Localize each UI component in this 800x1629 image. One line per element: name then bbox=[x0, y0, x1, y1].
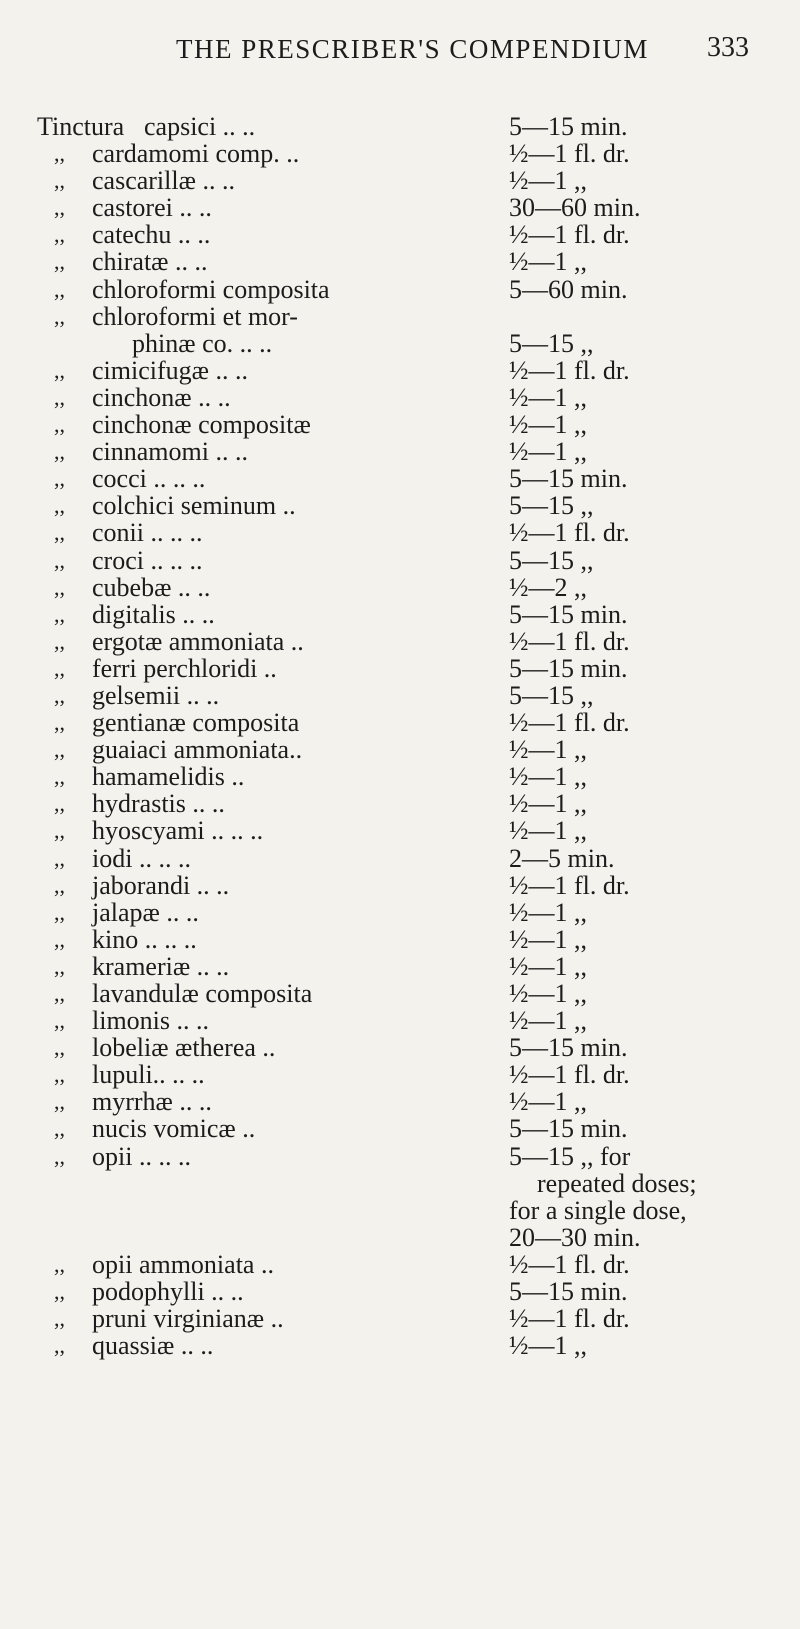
preparation-name: catechu .. .. bbox=[92, 220, 211, 250]
table-row bbox=[0, 682, 800, 709]
preparation-name: cinchonæ compositæ bbox=[92, 410, 311, 440]
preparation-name: lobeliæ ætherea .. bbox=[92, 1033, 276, 1063]
table-row bbox=[0, 1332, 800, 1359]
preparation-name: castorei .. .. bbox=[92, 193, 212, 223]
table-row bbox=[0, 492, 800, 519]
table-row bbox=[0, 628, 800, 655]
ditto-mark: ,, bbox=[54, 249, 65, 275]
dose-note-row bbox=[0, 1170, 800, 1197]
dose-value: ½—1 ,, bbox=[509, 247, 587, 277]
dose-note-row bbox=[0, 1197, 800, 1224]
ditto-mark: ,, bbox=[54, 1333, 65, 1359]
ditto-mark: ,, bbox=[54, 1116, 65, 1142]
dose-value: ½—1 ,, bbox=[509, 735, 587, 765]
dose-value: ½—1 ,, bbox=[509, 1087, 587, 1117]
dose-value: ½—1 ,, bbox=[509, 789, 587, 819]
ditto-mark: ,, bbox=[54, 818, 65, 844]
dose-value: ½—1 ,, bbox=[509, 897, 587, 927]
ditto-mark: ,, bbox=[54, 1062, 65, 1088]
table-row bbox=[0, 140, 800, 167]
table-row bbox=[0, 1034, 800, 1061]
preparation-name: gelsemii .. .. bbox=[92, 680, 220, 710]
ditto-mark: ,, bbox=[54, 466, 65, 492]
ditto-mark: ,, bbox=[54, 384, 65, 410]
table-row bbox=[0, 357, 800, 384]
ditto-mark: ,, bbox=[54, 1279, 65, 1305]
ditto-mark: ,, bbox=[54, 439, 65, 465]
preparation-name: guaiaci ammoniata.. bbox=[92, 735, 303, 765]
table-row bbox=[0, 411, 800, 438]
preparation-name: cubebæ .. .. bbox=[92, 572, 211, 602]
ditto-mark: ,, bbox=[54, 791, 65, 817]
ditto-mark: ,, bbox=[54, 682, 65, 708]
preparation-name: cinnamomi .. .. bbox=[92, 437, 248, 467]
dose-value: ½—1 fl. dr. bbox=[509, 518, 630, 548]
table-row bbox=[0, 276, 800, 303]
ditto-mark: ,, bbox=[54, 574, 65, 600]
dose-value: ½—1 fl. dr. bbox=[509, 139, 630, 169]
dose-value: ½—1 ,, bbox=[509, 924, 587, 954]
table-row bbox=[0, 980, 800, 1007]
table-row bbox=[0, 438, 800, 465]
table-row bbox=[0, 547, 800, 574]
table-row bbox=[0, 736, 800, 763]
ditto-mark: ,, bbox=[54, 655, 65, 681]
dose-value: 5—15 ,, for bbox=[509, 1141, 631, 1171]
dose-value: 30—60 min. bbox=[509, 193, 641, 223]
dose-value: 5—15 min. bbox=[509, 112, 628, 141]
preparation-name: jaborandi .. .. bbox=[92, 870, 230, 900]
table-row bbox=[0, 817, 800, 844]
table-row bbox=[0, 926, 800, 953]
dose-value: 5—15 min. bbox=[509, 1033, 628, 1063]
preparation-name: hyoscyami .. .. .. bbox=[92, 816, 264, 846]
preparation-name: hamamelidis .. bbox=[92, 762, 245, 792]
ditto-mark: ,, bbox=[54, 141, 65, 167]
preparation-name: ergotæ ammoniata .. bbox=[92, 626, 304, 656]
dose-value: ½—1 ,, bbox=[509, 410, 587, 440]
dose-table bbox=[0, 113, 800, 1359]
ditto-mark: ,, bbox=[54, 926, 65, 952]
dose-note-row bbox=[0, 1224, 800, 1251]
dose-value: ½—1 ,, bbox=[509, 166, 587, 196]
preparation-name: limonis .. .. bbox=[92, 1006, 210, 1036]
ditto-mark: ,, bbox=[54, 168, 65, 194]
table-row bbox=[0, 221, 800, 248]
dose-value: 5—15 ,, bbox=[509, 491, 594, 521]
table-row bbox=[0, 113, 800, 140]
ditto-mark: ,, bbox=[54, 628, 65, 654]
table-row bbox=[0, 601, 800, 628]
ditto-mark: ,, bbox=[54, 493, 65, 519]
preparation-name: chiratæ .. .. bbox=[92, 247, 208, 277]
table-row bbox=[0, 194, 800, 221]
ditto-mark: ,, bbox=[54, 764, 65, 790]
dose-value: ½—1 fl. dr. bbox=[509, 1060, 630, 1090]
ditto-mark: ,, bbox=[54, 195, 65, 221]
preparation-name: cocci .. .. .. bbox=[92, 464, 206, 494]
page-number: 333 bbox=[707, 32, 749, 63]
preparation-name: chloroformi et mor- bbox=[92, 301, 298, 331]
preparation-name: ferri perchloridi .. bbox=[92, 653, 277, 683]
table-row bbox=[0, 709, 800, 736]
ditto-mark: ,, bbox=[54, 1251, 65, 1277]
table-row bbox=[0, 1115, 800, 1142]
dose-value: 5—15 min. bbox=[509, 1277, 628, 1307]
dose-value: ½—1 fl. dr. bbox=[509, 1304, 630, 1334]
dose-note: for a single dose, bbox=[509, 1195, 687, 1225]
ditto-mark: ,, bbox=[54, 222, 65, 248]
preparation-name: croci .. .. .. bbox=[92, 545, 203, 575]
table-row bbox=[0, 899, 800, 926]
table-row bbox=[0, 1143, 800, 1170]
dose-value: 2—5 min. bbox=[509, 843, 615, 873]
table-row bbox=[0, 303, 800, 357]
ditto-mark: ,, bbox=[54, 981, 65, 1006]
ditto-mark: ,, bbox=[54, 357, 65, 383]
dose-value: 5—15 min. bbox=[509, 464, 628, 494]
preparation-name: lupuli.. .. .. bbox=[92, 1060, 205, 1090]
table-row bbox=[0, 1305, 800, 1332]
table-row bbox=[0, 790, 800, 817]
table-row bbox=[0, 465, 800, 492]
table-row bbox=[0, 872, 800, 899]
preparation-name: hydrastis .. .. bbox=[92, 789, 225, 819]
table-row bbox=[0, 248, 800, 275]
dose-value: 5—15 ,, bbox=[509, 328, 594, 358]
table-row bbox=[0, 1088, 800, 1115]
table-row bbox=[0, 384, 800, 411]
table-row bbox=[0, 167, 800, 194]
preparation-name: lavandulæ composita bbox=[92, 979, 313, 1008]
preparation-name: cardamomi comp. .. bbox=[92, 139, 300, 169]
ditto-mark: ,, bbox=[54, 953, 65, 979]
table-row bbox=[0, 845, 800, 872]
dose-value: ½—1 fl. dr. bbox=[509, 355, 630, 385]
dose-value: ½—1 ,, bbox=[509, 1331, 587, 1361]
preparation-name: opii ammoniata .. bbox=[92, 1249, 274, 1279]
preparation-name: cascarillæ .. .. bbox=[92, 166, 235, 196]
table-row bbox=[0, 1278, 800, 1305]
preparation-name: quassiæ .. .. bbox=[92, 1331, 214, 1361]
dose-value: ½—1 fl. dr. bbox=[509, 220, 630, 250]
table-row bbox=[0, 655, 800, 682]
ditto-mark: ,, bbox=[54, 547, 65, 573]
ditto-mark: ,, bbox=[54, 520, 65, 546]
lead-word: Tinctura bbox=[37, 112, 125, 141]
dose-value: 5—15 min. bbox=[509, 1114, 628, 1144]
ditto-mark: ,, bbox=[54, 710, 65, 736]
ditto-mark: ,, bbox=[54, 412, 65, 438]
dose-value: 5—60 min. bbox=[509, 274, 628, 304]
ditto-mark: ,, bbox=[54, 276, 65, 302]
dose-value: 5—15 min. bbox=[509, 653, 628, 683]
table-row bbox=[0, 1007, 800, 1034]
preparation-name: gentianæ composita bbox=[92, 708, 300, 738]
dose-value: ½—1 fl. dr. bbox=[509, 626, 630, 656]
dose-value: ½—1 ,, bbox=[509, 762, 587, 792]
ditto-mark: ,, bbox=[54, 737, 65, 763]
ditto-mark: ,, bbox=[54, 845, 65, 871]
preparation-name: cinchonæ .. .. bbox=[92, 382, 231, 412]
preparation-name: digitalis .. .. bbox=[92, 599, 215, 629]
preparation-name: krameriæ .. .. bbox=[92, 951, 230, 981]
table-row bbox=[0, 519, 800, 546]
dose-value: ½—2 ,, bbox=[509, 572, 587, 602]
preparation-name: capsici .. .. bbox=[144, 112, 256, 141]
preparation-name: kino .. .. .. bbox=[92, 924, 197, 954]
dose-value: ½—1 ,, bbox=[509, 816, 587, 846]
ditto-mark: ,, bbox=[54, 1089, 65, 1115]
dose-note: repeated doses; bbox=[537, 1168, 697, 1198]
dose-value: ½—1 ,, bbox=[509, 1006, 587, 1036]
preparation-name: podophylli .. .. bbox=[92, 1277, 244, 1307]
running-header: THE PRESCRIBER'S COMPENDIUM bbox=[176, 34, 649, 64]
preparation-name: chloroformi composita bbox=[92, 274, 330, 304]
dose-note: 20—30 min. bbox=[509, 1222, 641, 1252]
dose-value: ½—1 ,, bbox=[509, 437, 587, 467]
preparation-name: iodi .. .. .. bbox=[92, 843, 191, 873]
ditto-mark: ,, bbox=[54, 1143, 65, 1169]
ditto-mark: ,, bbox=[54, 899, 65, 925]
table-row bbox=[0, 763, 800, 790]
dose-value: ½—1 ,, bbox=[509, 979, 587, 1008]
table-row bbox=[0, 1061, 800, 1088]
preparation-name: myrrhæ .. .. bbox=[92, 1087, 212, 1117]
preparation-name-continued: phinæ co. .. .. bbox=[132, 328, 273, 358]
dose-value: ½—1 ,, bbox=[509, 951, 587, 981]
dose-value: ½—1 ,, bbox=[509, 382, 587, 412]
preparation-name: colchici seminum .. bbox=[92, 491, 296, 521]
dose-value: 5—15 ,, bbox=[509, 545, 594, 575]
dose-value: ½—1 fl. dr. bbox=[509, 708, 630, 738]
dose-value: ½—1 fl. dr. bbox=[509, 870, 630, 900]
ditto-mark: ,, bbox=[54, 1035, 65, 1061]
dose-value: ½—1 fl. dr. bbox=[509, 1249, 630, 1279]
ditto-mark: ,, bbox=[54, 601, 65, 627]
table-row bbox=[0, 574, 800, 601]
dose-value: 5—15 min. bbox=[509, 599, 628, 629]
table-row bbox=[0, 953, 800, 980]
dose-value: 5—15 ,, bbox=[509, 680, 594, 710]
ditto-mark: ,, bbox=[54, 872, 65, 898]
ditto-mark: ,, bbox=[54, 1306, 65, 1332]
ditto-mark: ,, bbox=[54, 303, 65, 329]
preparation-name: cimicifugæ .. .. bbox=[92, 355, 248, 385]
preparation-name: pruni virginianæ .. bbox=[92, 1304, 284, 1334]
preparation-name: opii .. .. .. bbox=[92, 1141, 191, 1171]
preparation-name: nucis vomicæ .. bbox=[92, 1114, 256, 1144]
preparation-name: conii .. .. .. bbox=[92, 518, 203, 548]
ditto-mark: ,, bbox=[54, 1008, 65, 1034]
table-row bbox=[0, 1251, 800, 1278]
preparation-name: jalapæ .. .. bbox=[92, 897, 199, 927]
